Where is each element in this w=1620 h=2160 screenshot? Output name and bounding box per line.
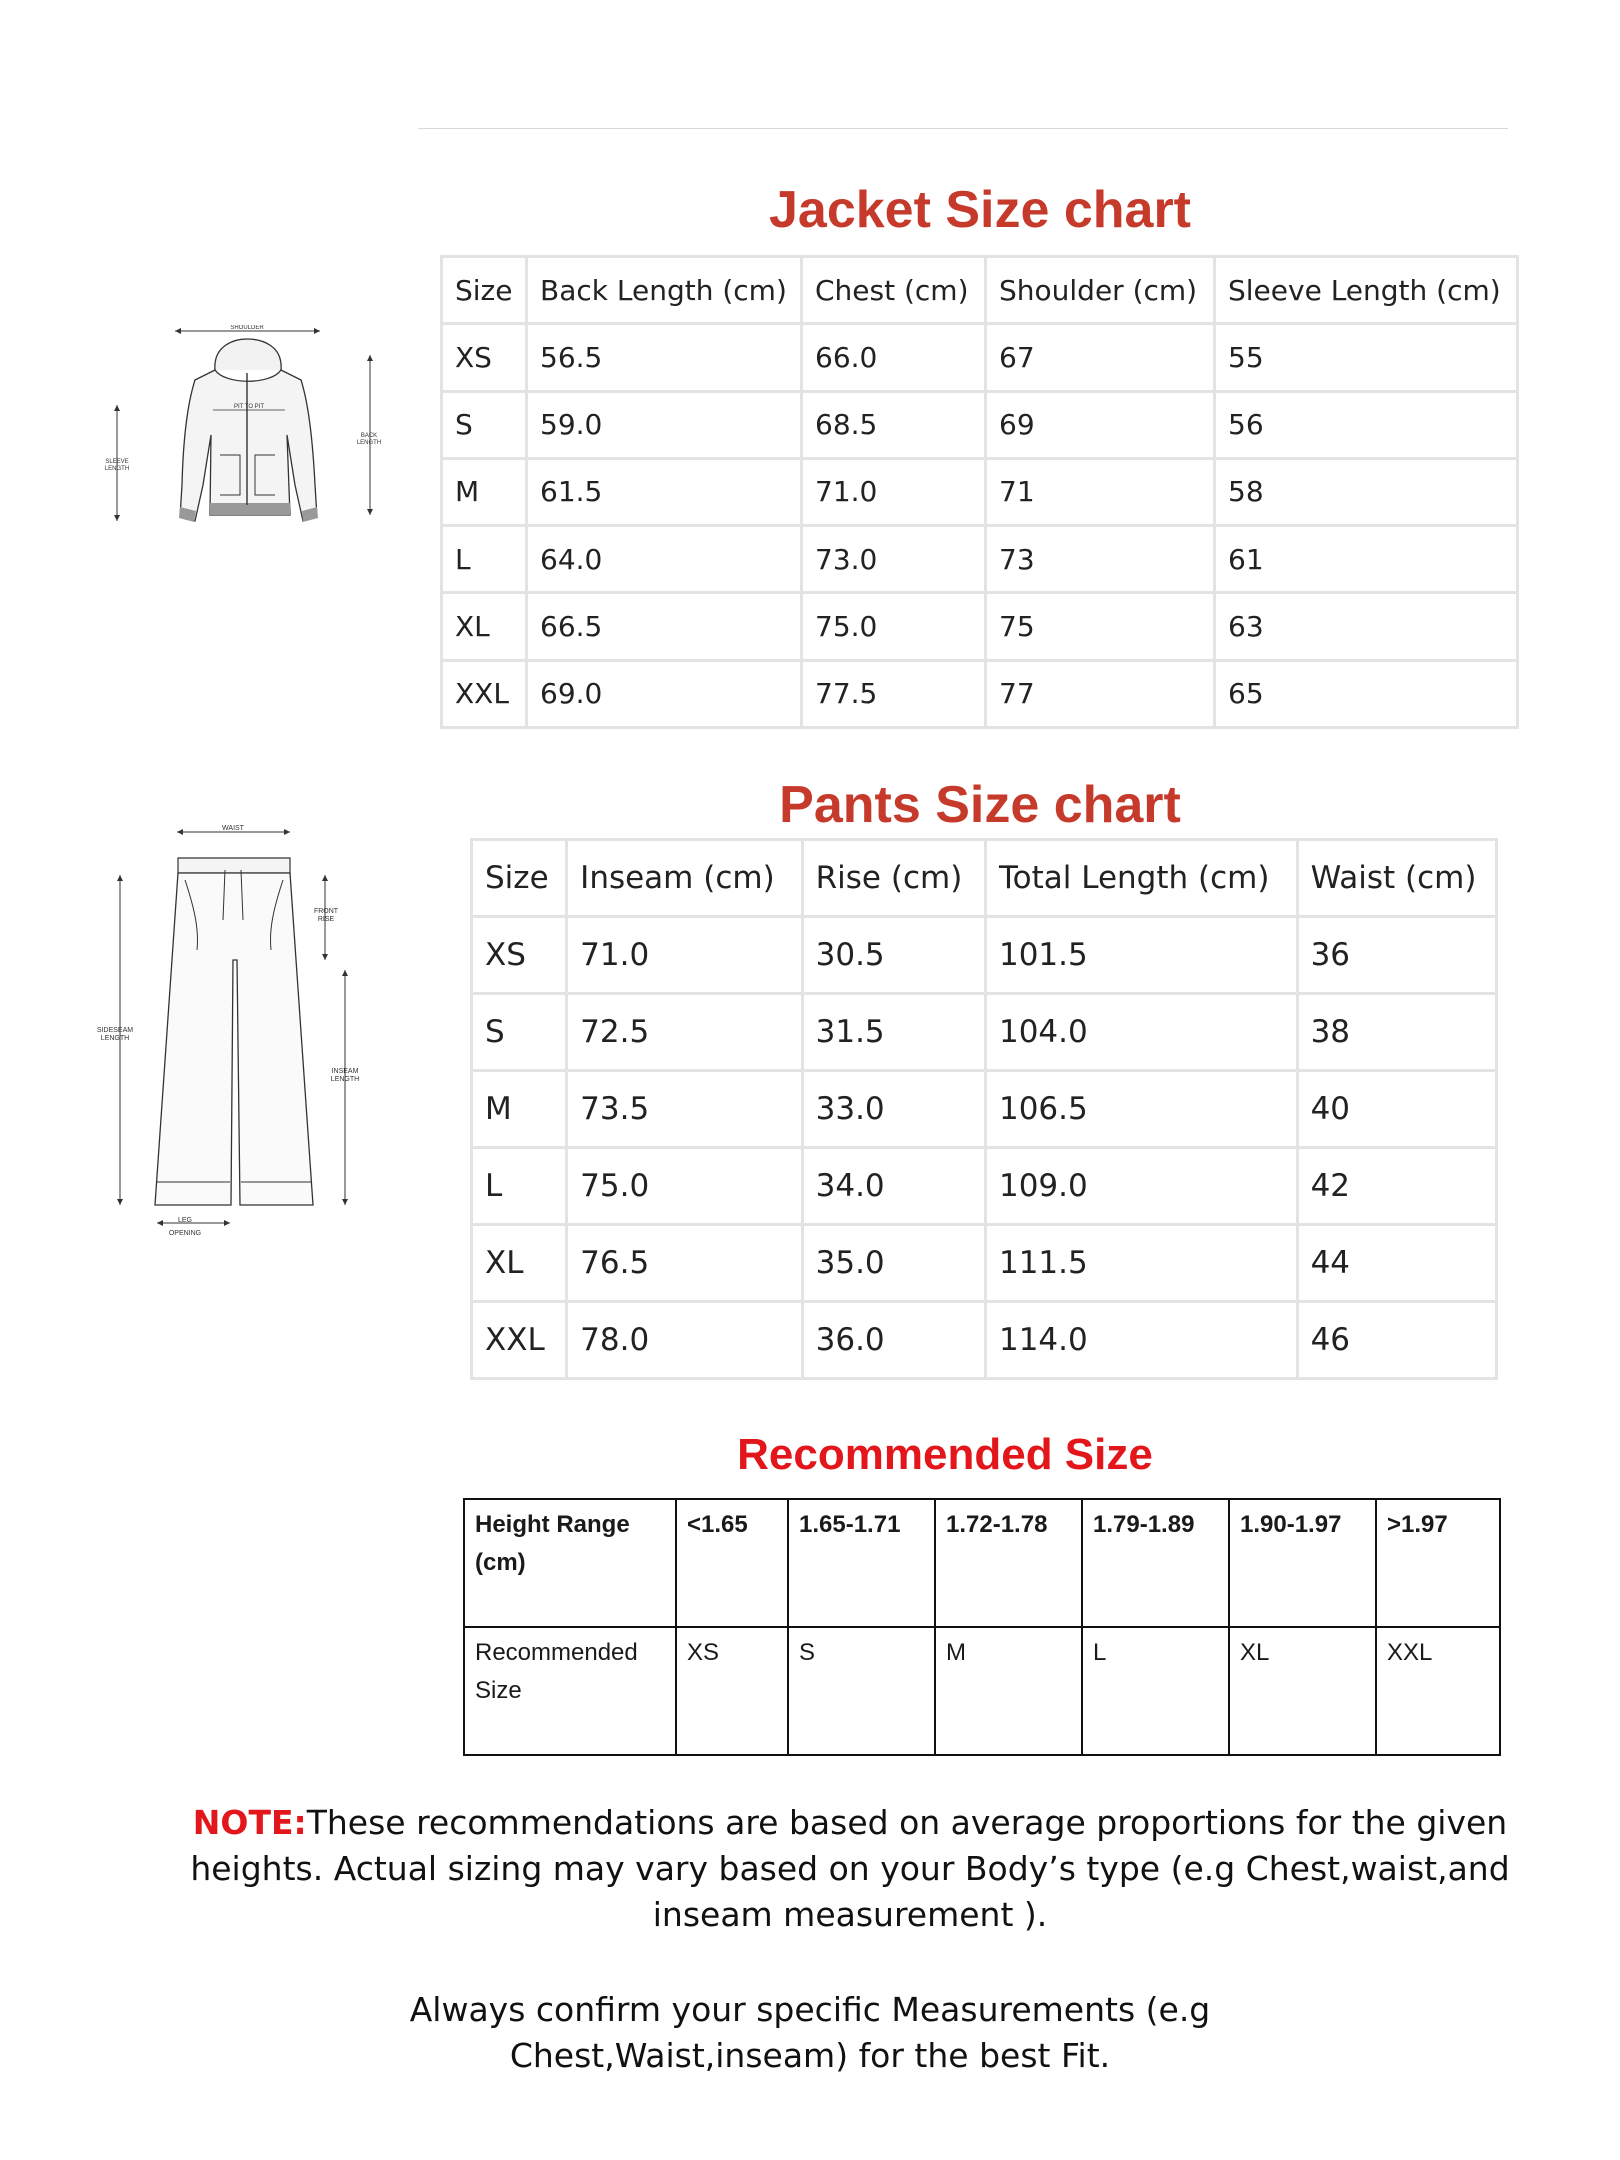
jacket-header-row bbox=[443, 258, 1516, 322]
jacket-table-row bbox=[443, 325, 1516, 389]
hoodie-icon bbox=[95, 325, 395, 530]
jacket-table-cell: 71.0 bbox=[803, 460, 984, 524]
jacket-table-row bbox=[443, 393, 1516, 457]
recommended-title: Recommended Size bbox=[737, 1430, 1153, 1479]
pants-table-row bbox=[473, 1149, 1495, 1223]
recommended-size-label: Recommended Size bbox=[464, 1627, 676, 1755]
pants-table-cell: 42 bbox=[1299, 1149, 1495, 1223]
pants-table-cell: 35.0 bbox=[804, 1226, 984, 1300]
inseam-label: INSEAM bbox=[331, 1068, 359, 1075]
jacket-size-table bbox=[440, 255, 1519, 729]
svg-text:LENGTH: LENGTH bbox=[356, 440, 382, 446]
svg-text:LENGTH: LENGTH bbox=[330, 1076, 360, 1083]
pants-table-cell: 36.0 bbox=[804, 1303, 984, 1377]
jacket-table-cell: 56.5 bbox=[528, 325, 800, 389]
pants-column-header: Waist (cm) bbox=[1299, 841, 1495, 915]
jacket-table-cell: 58 bbox=[1216, 460, 1516, 524]
jacket-table-cell: 77.5 bbox=[803, 662, 984, 726]
svg-text:OPENING: OPENING bbox=[168, 1230, 202, 1237]
note-text: These recommendations are based on average proportions for the given heights. Actual sizing may vary based on your Body’s type (e.g Chest,waist,and inseam measurement ). bbox=[190, 1803, 1510, 1934]
height-range-row bbox=[464, 1499, 1500, 1627]
pants-table-cell: 106.5 bbox=[987, 1072, 1296, 1146]
jacket-table-cell: 67 bbox=[987, 325, 1213, 389]
pants-column-header: Rise (cm) bbox=[804, 841, 984, 915]
jacket-table-cell: M bbox=[443, 460, 525, 524]
svg-text:LENGTH: LENGTH bbox=[100, 1035, 130, 1042]
pants-table-cell: XXL bbox=[473, 1303, 565, 1377]
pants-table-cell: 75.0 bbox=[568, 1149, 800, 1223]
pants-table-cell: 40 bbox=[1299, 1072, 1495, 1146]
jacket-table-cell: 73.0 bbox=[803, 527, 984, 591]
size-cell: XXL bbox=[1376, 1627, 1500, 1755]
jacket-table-cell: 63 bbox=[1216, 594, 1516, 658]
pants-table-cell: 38 bbox=[1299, 995, 1495, 1069]
pants-icon bbox=[85, 820, 385, 1245]
pants-column-header: Total Length (cm) bbox=[987, 841, 1296, 915]
pants-table-row bbox=[473, 918, 1495, 992]
jacket-table-cell: 59.0 bbox=[528, 393, 800, 457]
size-cell: S bbox=[788, 1627, 935, 1755]
height-cell: >1.97 bbox=[1376, 1499, 1500, 1627]
jacket-table-cell: XXL bbox=[443, 662, 525, 726]
pants-table-cell: 71.0 bbox=[568, 918, 800, 992]
height-cell: <1.65 bbox=[676, 1499, 788, 1627]
pants-table-cell: 46 bbox=[1299, 1303, 1495, 1377]
top-divider bbox=[418, 128, 1508, 129]
back-length-label: BACK bbox=[360, 433, 378, 439]
pants-table-row bbox=[473, 1072, 1495, 1146]
height-range-label: Height Range (cm) bbox=[464, 1499, 676, 1627]
leg-opening-label: LEG bbox=[177, 1217, 193, 1224]
sideseam-label: SIDESEAM bbox=[96, 1027, 134, 1034]
jacket-table-cell: 69.0 bbox=[528, 662, 800, 726]
pants-table-cell: M bbox=[473, 1072, 565, 1146]
front-rise-label: FRONT bbox=[313, 908, 339, 915]
jacket-table-cell: 61.5 bbox=[528, 460, 800, 524]
size-cell: XS bbox=[676, 1627, 788, 1755]
height-cell: 1.65-1.71 bbox=[788, 1499, 935, 1627]
jacket-table-row bbox=[443, 460, 1516, 524]
jacket-table-row bbox=[443, 527, 1516, 591]
pants-table-cell: 101.5 bbox=[987, 918, 1296, 992]
waist-label: WAIST bbox=[222, 825, 244, 832]
note-paragraph bbox=[150, 1800, 1550, 1938]
jacket-table-cell: 75.0 bbox=[803, 594, 984, 658]
pants-table-cell: 72.5 bbox=[568, 995, 800, 1069]
jacket-column-header: Size bbox=[443, 258, 525, 322]
jacket-table-cell: L bbox=[443, 527, 525, 591]
height-cell: 1.72-1.78 bbox=[935, 1499, 1082, 1627]
pants-table-cell: XL bbox=[473, 1226, 565, 1300]
pants-column-header: Size bbox=[473, 841, 565, 915]
jacket-column-header: Sleeve Length (cm) bbox=[1216, 258, 1516, 322]
jacket-table-cell: 68.5 bbox=[803, 393, 984, 457]
jacket-table-row bbox=[443, 662, 1516, 726]
jacket-table-cell: XS bbox=[443, 325, 525, 389]
jacket-table-cell: XL bbox=[443, 594, 525, 658]
jacket-table-cell: 77 bbox=[987, 662, 1213, 726]
pants-table-cell: 104.0 bbox=[987, 995, 1296, 1069]
svg-text:LENGTH: LENGTH bbox=[104, 466, 130, 472]
recommended-size-table bbox=[463, 1498, 1501, 1756]
shoulder-label: SHOULDER bbox=[230, 325, 264, 331]
jacket-illustration bbox=[95, 325, 395, 530]
jacket-column-header: Shoulder (cm) bbox=[987, 258, 1213, 322]
pants-table-cell: 111.5 bbox=[987, 1226, 1296, 1300]
recommended-size-row bbox=[464, 1627, 1500, 1755]
jacket-table-cell: 64.0 bbox=[528, 527, 800, 591]
height-cell: 1.79-1.89 bbox=[1082, 1499, 1229, 1627]
jacket-table-cell: 75 bbox=[987, 594, 1213, 658]
jacket-table-cell: S bbox=[443, 393, 525, 457]
jacket-column-header: Back Length (cm) bbox=[528, 258, 800, 322]
pants-table-row bbox=[473, 1303, 1495, 1377]
jacket-column-header: Chest (cm) bbox=[803, 258, 984, 322]
pit-to-pit-label: PIT TO PIT bbox=[233, 404, 265, 410]
pants-table-cell: 76.5 bbox=[568, 1226, 800, 1300]
jacket-table-cell: 73 bbox=[987, 527, 1213, 591]
pants-table-cell: S bbox=[473, 995, 565, 1069]
sleeve-length-label: SLEEVE bbox=[105, 459, 129, 465]
pants-table-cell: 34.0 bbox=[804, 1149, 984, 1223]
size-cell: XL bbox=[1229, 1627, 1376, 1755]
jacket-table-cell: 61 bbox=[1216, 527, 1516, 591]
pants-table-cell: 33.0 bbox=[804, 1072, 984, 1146]
jacket-table-cell: 71 bbox=[987, 460, 1213, 524]
pants-table-cell: 31.5 bbox=[804, 995, 984, 1069]
pants-illustration bbox=[85, 820, 385, 1245]
note-label: NOTE: bbox=[192, 1803, 307, 1842]
pants-table-row bbox=[473, 1226, 1495, 1300]
pants-table-cell: 36 bbox=[1299, 918, 1495, 992]
pants-table-cell: 109.0 bbox=[987, 1149, 1296, 1223]
pants-table-cell: XS bbox=[473, 918, 565, 992]
jacket-table-cell: 69 bbox=[987, 393, 1213, 457]
pants-table-row bbox=[473, 995, 1495, 1069]
jacket-table-cell: 65 bbox=[1216, 662, 1516, 726]
size-cell: M bbox=[935, 1627, 1082, 1755]
confirm-paragraph: Always confirm your specific Measurements (e.g Chest,Waist,inseam) for the best Fit. bbox=[409, 1990, 1211, 2075]
height-cell: 1.90-1.97 bbox=[1229, 1499, 1376, 1627]
pants-column-header: Inseam (cm) bbox=[568, 841, 800, 915]
pants-table-cell: 44 bbox=[1299, 1226, 1495, 1300]
jacket-table-cell: 66.0 bbox=[803, 325, 984, 389]
pants-header-row bbox=[473, 841, 1495, 915]
jacket-title: Jacket Size chart bbox=[768, 181, 1192, 239]
pants-table-cell: 78.0 bbox=[568, 1303, 800, 1377]
pants-table-cell: 73.5 bbox=[568, 1072, 800, 1146]
jacket-table-cell: 56 bbox=[1216, 393, 1516, 457]
size-cell: L bbox=[1082, 1627, 1229, 1755]
pants-title: Pants Size chart bbox=[779, 776, 1181, 834]
pants-size-table bbox=[470, 838, 1498, 1380]
jacket-table-cell: 66.5 bbox=[528, 594, 800, 658]
pants-table-cell: 30.5 bbox=[804, 918, 984, 992]
jacket-table-cell: 55 bbox=[1216, 325, 1516, 389]
pants-table-cell: L bbox=[473, 1149, 565, 1223]
svg-text:RISE: RISE bbox=[317, 916, 335, 923]
pants-table-cell: 114.0 bbox=[987, 1303, 1296, 1377]
jacket-table-row bbox=[443, 594, 1516, 658]
